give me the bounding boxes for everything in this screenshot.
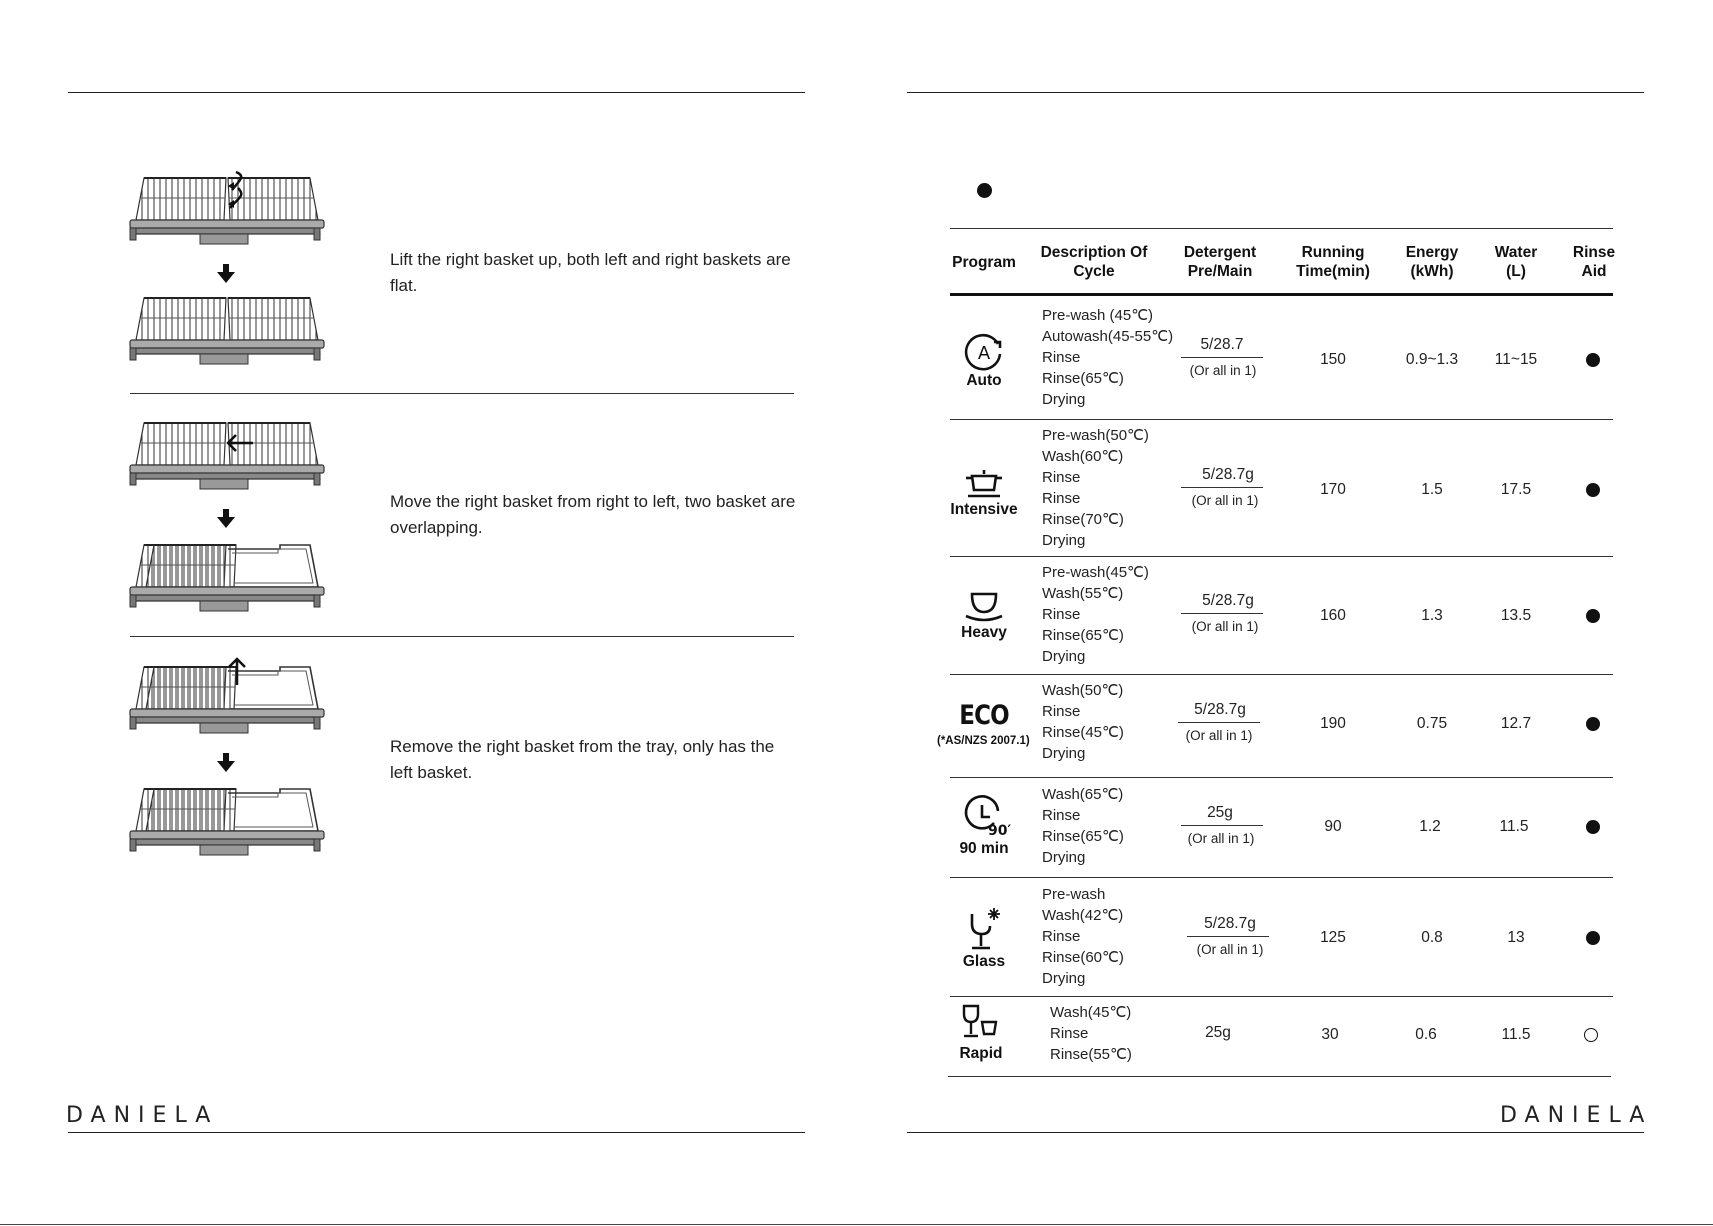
running-time: 190 (1320, 715, 1346, 732)
running-time: 30 (1321, 1026, 1339, 1043)
detergent-divider (1181, 357, 1263, 358)
svg-text:90′: 90′ (988, 823, 1012, 839)
basket-step2-illustration (128, 413, 328, 618)
cycle-steps: Wash(65℃) Rinse Rinse(65℃) Drying (1042, 786, 1124, 866)
energy-value: 1.2 (1419, 818, 1441, 835)
water-value: 17.5 (1500, 481, 1532, 498)
water-value: 11~15 (1494, 351, 1538, 368)
legend-filled-dot (977, 183, 992, 198)
svg-text:A: A (977, 343, 991, 364)
header-detergent: Detergent Pre/Main (1183, 244, 1257, 280)
detergent-divider (1178, 722, 1260, 723)
detergent-main: 5/28.7g (1204, 915, 1256, 932)
down-arrow-icon (217, 753, 235, 772)
running-time: 125 (1320, 929, 1346, 946)
water-value: 11.5 (1499, 818, 1529, 835)
rinse-aid-dot (1586, 483, 1600, 497)
program-name: Auto (966, 372, 1002, 389)
row-divider (950, 556, 1613, 557)
header-description: Description Of Cycle (1040, 244, 1148, 280)
energy-value: 0.6 (1415, 1026, 1437, 1043)
brand-logo-right: DANIELA (1500, 1103, 1653, 1128)
down-arrow-icon (217, 264, 235, 283)
row-divider (950, 674, 1613, 675)
program-name: Rapid (959, 1045, 1003, 1062)
energy-value: 0.75 (1416, 715, 1448, 732)
rapid-glass-cup-icon (956, 1000, 1004, 1048)
running-time: 170 (1320, 481, 1346, 498)
table-header-rule (950, 293, 1613, 296)
instruction-text-2: Move the right basket from right to left, two basket are overlapping. (390, 492, 796, 537)
detergent-note: (Or all in 1) (1196, 942, 1264, 957)
cycle-steps: Pre-wash (45℃) Autowash(45-55℃) Rinse Rinse(65℃) Drying (1042, 307, 1174, 408)
table-top-rule (950, 228, 1613, 229)
water-value: 13 (1507, 929, 1525, 946)
water-value: 11.5 (1501, 1026, 1531, 1043)
cycle-steps: Pre-wash(50℃) Wash(60℃) Rinse Rinse Rinse(70℃) Drying (1042, 427, 1149, 549)
detergent-note: (Or all in 1) (1187, 831, 1255, 846)
down-arrow-icon (217, 509, 235, 528)
header-rinse-aid: Rinse Aid (1572, 244, 1616, 280)
detergent-main: 25g (1207, 804, 1233, 821)
left-page-top-rule (68, 92, 805, 93)
auto-icon (960, 328, 1008, 376)
row-divider (950, 877, 1613, 878)
basket-step3-illustration (128, 657, 328, 862)
rinse-aid-dot (1586, 609, 1600, 623)
brand-logo-left: DANIELA (66, 1103, 219, 1128)
detergent-note: (Or all in 1) (1191, 619, 1259, 634)
detergent-main: 5/28.7g (1194, 701, 1246, 718)
glass-icon (960, 906, 1008, 954)
instruction-text-3: Remove the right basket from the tray, only has the left basket. (390, 737, 775, 782)
eco-standard-note: (*AS/NZS 2007.1) (937, 735, 1030, 747)
rinse-aid-dot (1586, 820, 1600, 834)
table-bottom-rule (948, 1076, 1611, 1077)
header-water: Water (L) (1494, 244, 1538, 280)
detergent-main: 5/28.7g (1202, 466, 1254, 483)
rinse-aid-dot (1586, 931, 1600, 945)
row-divider (950, 419, 1613, 420)
right-page-bottom-rule (907, 1132, 1644, 1133)
cycle-steps: Wash(50℃) Rinse Rinse(45℃) Drying (1042, 682, 1124, 762)
running-time: 150 (1320, 351, 1346, 368)
cycle-steps: Pre-wash Wash(42℃) Rinse Rinse(60℃) Drying (1042, 886, 1124, 987)
rinse-aid-dot (1586, 353, 1600, 367)
energy-value: 0.9~1.3 (1405, 351, 1459, 368)
row-divider (950, 996, 1613, 997)
detergent-note: (Or all in 1) (1191, 493, 1259, 508)
cycle-steps: Wash(45℃) Rinse Rinse(55℃) (1050, 1004, 1132, 1063)
header-program: Program (952, 254, 1016, 271)
water-value: 13.5 (1500, 607, 1532, 624)
clock-90-icon (960, 793, 1012, 841)
detergent-note: (Or all in 1) (1185, 728, 1253, 743)
program-name: Heavy (961, 624, 1007, 641)
detergent-main: 5/28.7 (1200, 336, 1244, 353)
water-value: 12.7 (1500, 715, 1532, 732)
cycle-steps: Pre-wash(45℃) Wash(55℃) Rinse Rinse(65℃) Drying (1042, 564, 1149, 665)
energy-value: 0.8 (1421, 929, 1443, 946)
detergent-main: 5/28.7g (1202, 592, 1254, 609)
energy-value: 1.3 (1421, 607, 1443, 624)
program-name: Intensive (950, 501, 1018, 518)
page-bottom-edge (0, 1224, 1713, 1225)
detergent-note: (Or all in 1) (1189, 363, 1257, 378)
basket-step1-illustration (128, 168, 328, 373)
eco-icon: ECO (959, 700, 1009, 731)
detergent-main: 25g (1205, 1024, 1231, 1041)
detergent-divider (1187, 936, 1269, 937)
rinse-aid-open-dot (1584, 1028, 1598, 1042)
instruction-separator-1 (130, 393, 794, 394)
program-name: Glass (962, 953, 1006, 970)
right-page-top-rule (907, 92, 1644, 93)
detergent-divider (1181, 487, 1263, 488)
running-time: 160 (1320, 607, 1346, 624)
header-energy: Energy (kWh) (1405, 244, 1459, 280)
rinse-aid-dot (1586, 717, 1600, 731)
instruction-text-1: Lift the right basket up, both left and right baskets are flat. (390, 250, 791, 295)
header-running-time: Running Time(min) (1296, 244, 1370, 280)
detergent-divider (1181, 825, 1263, 826)
intensive-pot-icon (960, 458, 1008, 506)
running-time: 90 (1324, 818, 1342, 835)
program-name: 90 min (959, 840, 1009, 857)
instruction-separator-2 (130, 636, 794, 637)
detergent-divider (1181, 613, 1263, 614)
row-divider (950, 777, 1613, 778)
left-page-bottom-rule (68, 1132, 805, 1133)
energy-value: 1.5 (1421, 481, 1443, 498)
